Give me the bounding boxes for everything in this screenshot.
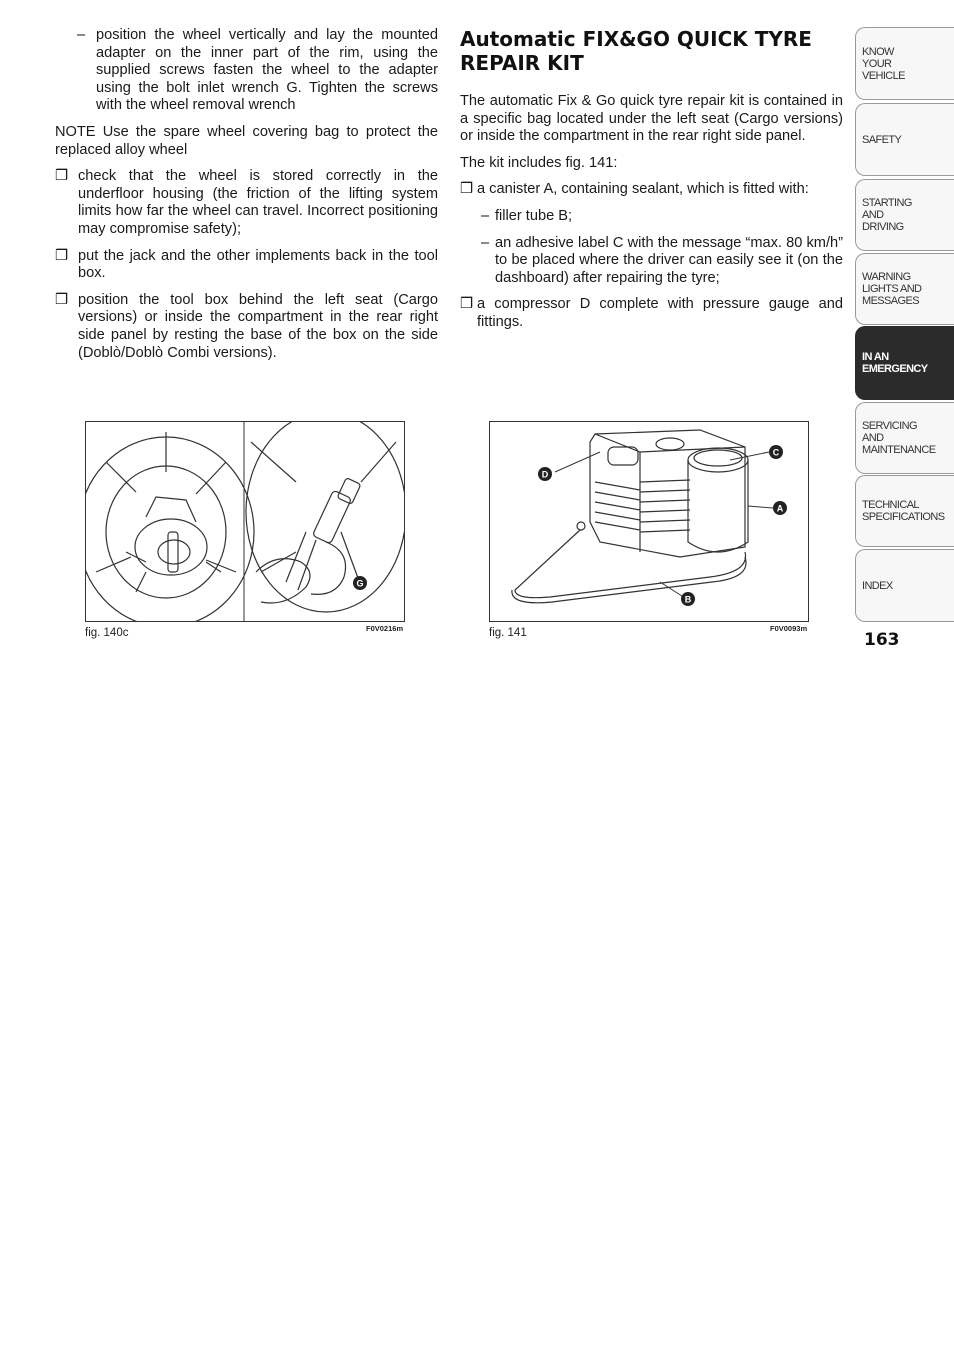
middle-column <box>460 27 843 341</box>
sub-list-item-text: an adhesive label C with the message “max. 80 km/h” to be placed where the driver can easily see it (on the dashboard) after repairing the tyre; <box>495 234 843 286</box>
dash-item <box>55 27 438 115</box>
sub-list-item <box>460 208 843 226</box>
checkbox-bullet-icon: ❒ <box>460 181 474 198</box>
figure-caption: fig. 141 <box>489 627 527 639</box>
figure-140c <box>85 421 405 622</box>
list-item <box>460 181 843 199</box>
label-a: A <box>776 503 784 514</box>
intro-text: The automatic Fix & Go quick tyre repair kit is contained in a specific bag located under the left seat (Cargo versions) or inside the compartment in the rear right side panel. <box>460 93 843 145</box>
dash-marker: – <box>481 207 490 224</box>
figure-code: F0V0093m <box>770 624 808 633</box>
kit-includes-text: The kit includes fig. 141: <box>460 154 618 171</box>
page-number: 163 <box>864 630 900 650</box>
label-b: B <box>684 594 692 605</box>
list-item-text: a compressor D complete with pressure gauge and fittings. <box>477 296 843 330</box>
figure-code: F0V0216m <box>366 624 404 633</box>
label-d: D <box>541 469 549 480</box>
checkbox-bullet-icon: ❒ <box>55 291 69 308</box>
tab-in-an-emergency[interactable]: IN AN EMERGENCY <box>855 326 954 400</box>
checkbox-bullet-icon: ❒ <box>55 247 69 264</box>
section-title: Automatic FIX&GO QUICK TYRE REPAIR KIT <box>460 27 812 75</box>
note-text: NOTE Use the spare wheel covering bag to protect the replaced alloy wheel <box>55 123 438 158</box>
figure-141 <box>489 421 809 622</box>
tab-safety[interactable]: SAFETY <box>855 103 954 176</box>
figure-caption: fig. 140c <box>85 627 129 639</box>
label-c: C <box>772 447 780 458</box>
tab-warning-lights[interactable]: WARNING LIGHTS AND MESSAGES <box>855 253 954 325</box>
list-item-text: check that the wheel is stored correctly in the underfloor housing (the friction of the lifting system limits how far the wheel can travel. Incorrect positioning may compromise safety); <box>78 168 438 237</box>
list-item <box>55 248 438 283</box>
tab-starting-and-driving[interactable]: STARTING AND DRIVING <box>855 179 954 251</box>
checkbox-bullet-icon: ❒ <box>55 168 69 185</box>
left-column <box>55 27 438 371</box>
list-item-text: a canister A, containing sealant, which is fitted with: <box>477 181 809 198</box>
tab-servicing-and-maintenance[interactable]: SERVICING AND MAINTENANCE <box>855 402 954 474</box>
checkbox-bullet-icon: ❒ <box>460 296 474 313</box>
tab-technical-specifications[interactable]: TECHNICAL SPECIFICATIONS <box>855 475 954 547</box>
dash-marker: – <box>77 27 86 43</box>
compressor-illustration <box>490 422 808 621</box>
list-item-text: put the jack and the other implements back in the tool box. <box>78 247 438 282</box>
sub-list-item-text: filler tube B; <box>495 207 573 224</box>
wheel-illustration <box>86 422 404 621</box>
list-item <box>55 292 438 362</box>
list-item-text: position the tool box behind the left seat (Cargo versions) or inside the compartment in the rear right side panel by resting the base of the box on the side (Doblò/Doblò Combi versions). <box>78 291 438 361</box>
dash-marker: – <box>481 234 490 251</box>
dash-item-text: position the wheel vertically and lay the mounted adapter on the inner part of the rim, using the supplied screws fasten the wheel to the adapter using the bolt inlet wrench G. Tighten the screws with the wheel removal wrench <box>96 27 438 114</box>
label-g: G <box>356 578 364 589</box>
tab-index[interactable]: INDEX <box>855 549 954 622</box>
list-item <box>460 296 843 331</box>
tab-know-your-vehicle[interactable]: KNOW YOUR VEHICLE <box>855 27 954 100</box>
list-item <box>55 168 438 238</box>
sub-list-item <box>460 235 843 288</box>
